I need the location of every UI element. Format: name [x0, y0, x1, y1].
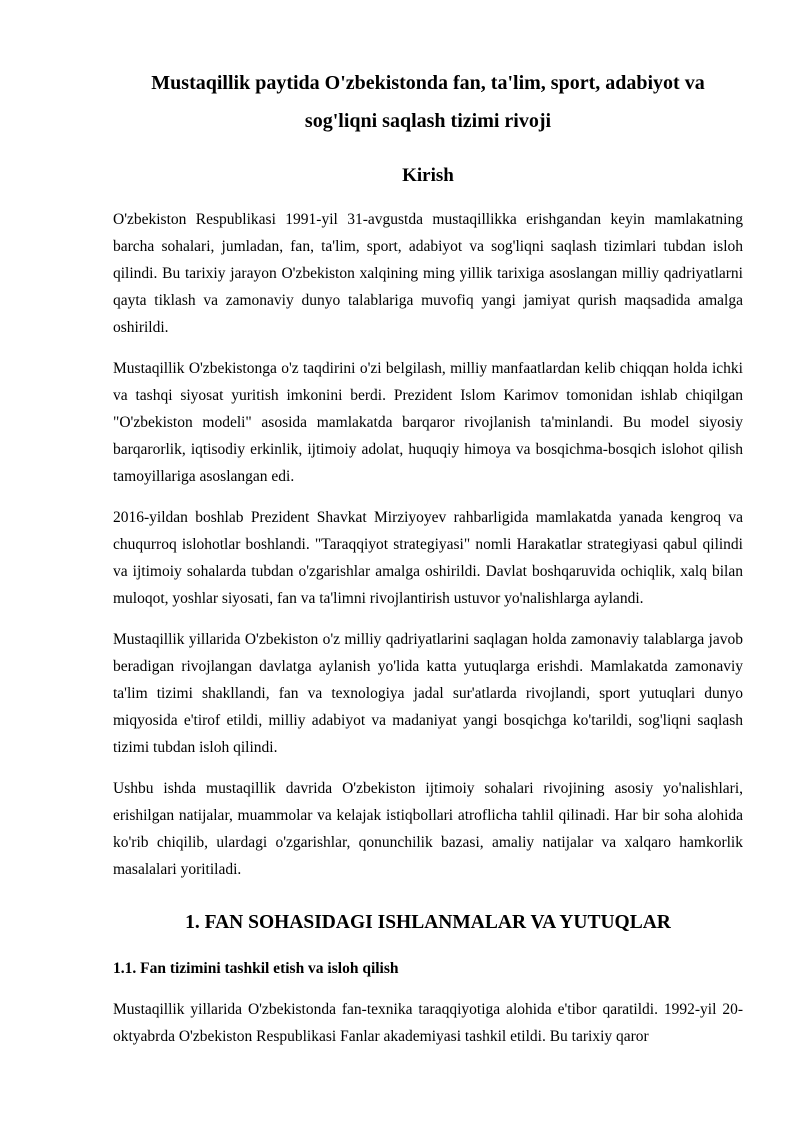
section-1-1-paragraph-1: Mustaqillik yillarida O'zbekistonda fan-texnika taraqqiyotiga alohida e'tibor qaratildi. 1992-yil 20-oktyabrda O'zbekiston Respublikasi Fanlar akademiyasi tashkil etildi. Bu tarixiy qaror	[113, 1001, 743, 1045]
intro-paragraph-3: 2016-yildan boshlab Prezident Shavkat Mirziyoyev rahbarligida mamlakatda yanada kengroq va chuqurroq islohotlar boshlandi. "Taraqqiyot strategiyasi" nomli Harakatlar strategiyasi qabul qilindi va ijtimoiy sohalarda tubdan o'zgarishlar amalga oshirildi. Davlat boshqaruvida ochiqlik, xalq bilan muloqot, yoshlar siyosati, fan va ta'limni rivojlantirish ustuvor yo'nalishlarga aylandi.	[113, 509, 743, 607]
section-1-1-heading: 1.1. Fan tizimini tashkil etish va isloh qilish	[113, 960, 399, 977]
intro-paragraph-1: O'zbekiston Respublikasi 1991-yil 31-avgustda mustaqillikka erishgandan keyin mamlakatning barcha sohalari, jumladan, fan, ta'lim, sport, adabiyot va sog'liqni saqlash tizimlari tubdan isloh qilindi. Bu tarixiy jarayon O'zbekiston xalqining ming yillik tarixiga asoslangan milliy qadriyatlarni qayta tiklash va zamonaviy dunyo talablariga muvofiq yangi jamiyat qurish maqsadida amalga oshirildi.	[113, 211, 743, 336]
document-title: Mustaqillik paytida O'zbekistonda fan, ta'lim, sport, adabiyot va sog'liqni saqlash tizimi rivoji	[151, 72, 705, 132]
section-1-heading: 1. FAN SOHASIDAGI ISHLANMALAR VA YUTUQLAR	[185, 912, 671, 933]
intro-paragraph-4: Mustaqillik yillarida O'zbekiston o'z milliy qadriyatlarini saqlagan holda zamonaviy talablarga javob beradigan rivojlangan davlatga aylanish yo'lida katta yutuqlarga erishdi. Mamlakatda zamonaviy ta'lim tizimi shakllandi, fan va texnologiya jadal sur'atlarda rivojlandi, sport yutuqlari dunyo miqyosida e'tirof etildi, milliy adabiyot va madaniyat yangi bosqichga ko'tarildi, sog'liqni saqlash tizimi tubdan isloh qilindi.	[113, 631, 743, 756]
intro-paragraph-2: Mustaqillik O'zbekistonga o'z taqdirini o'zi belgilash, milliy manfaatlardan kelib chiqqan holda ichki va tashqi siyosat yuritish imkonini berdi. Prezident Islom Karimov tomonidan ishlab chiqilgan "O'zbekiston modeli" asosida mamlakatda barqaror rivojlanish ta'minlandi. Bu model siyosiy barqarorlik, iqtisodiy erkinlik, ijtimoiy adolat, huquqiy himoya va bosqichma-bosqich islohot qilish tamoyillariga asoslangan edi.	[113, 360, 743, 485]
intro-heading: Kirish	[402, 165, 454, 186]
intro-paragraph-5: Ushbu ishda mustaqillik davrida O'zbekiston ijtimoiy sohalari rivojining asosiy yo'nalishlari, erishilgan natijalar, muammolar va kelajak istiqbollari atroflicha tahlil qilinadi. Har bir soha alohida ko'rib chiqilib, ulardagi o'zgarishlar, qonunchilik bazasi, amaliy natijalar va xalqaro hamkorlik masalalari yoritiladi.	[113, 780, 743, 878]
